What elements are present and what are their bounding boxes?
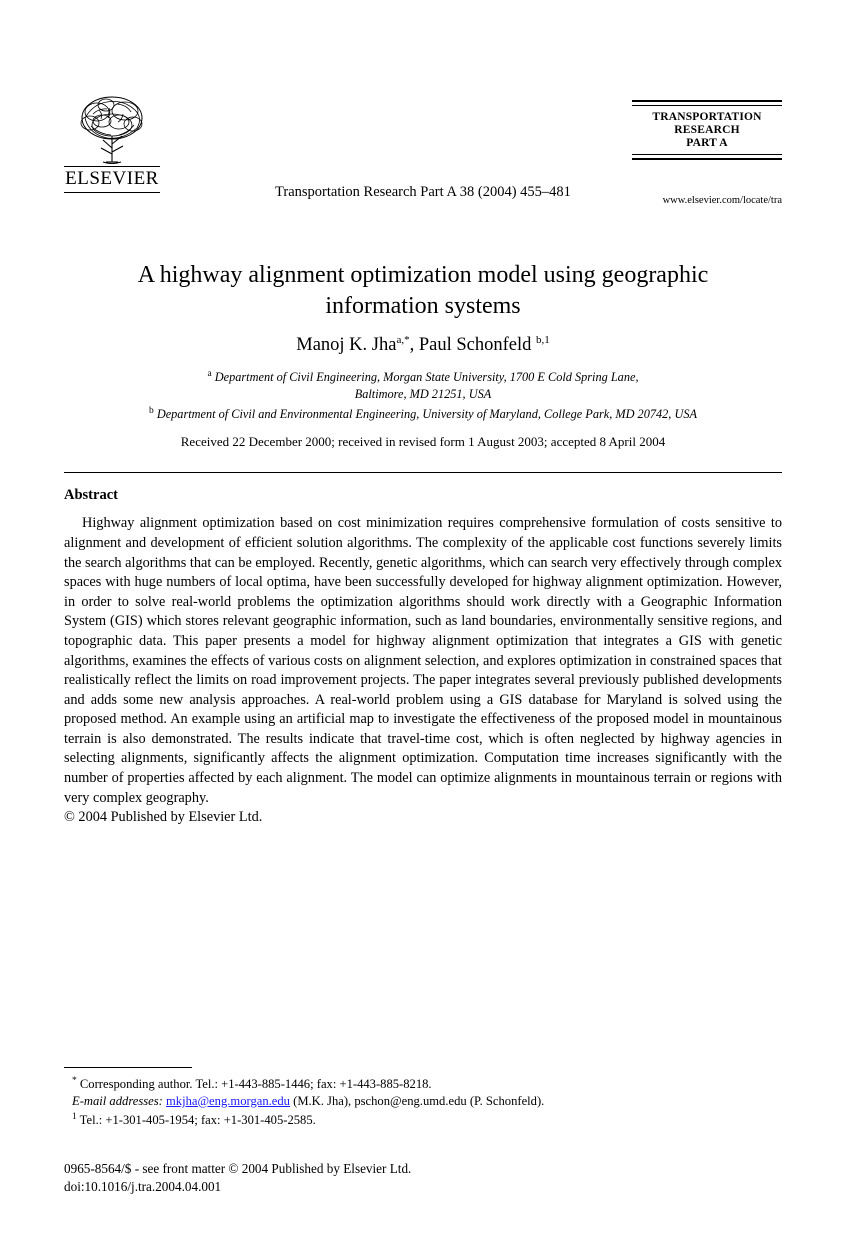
page-header	[64, 92, 782, 232]
page-title: A highway alignment optimization model using geographic information systems	[137, 262, 709, 319]
footnote-corresponding-author	[64, 1073, 782, 1093]
footnote-asterisk-marker: *	[72, 1076, 77, 1086]
footnote-emails	[64, 1093, 782, 1110]
email-link-mkjha[interactable]: mkjha@eng.morgan.edu	[165, 1093, 290, 1108]
journal-badge	[632, 100, 782, 160]
affiliation-a-marker: a	[207, 369, 212, 380]
footnote-note-1	[64, 1109, 782, 1129]
email-addresses-rest: (M.K. Jha), pschon@eng.umd.edu (P. Schonfeld).	[293, 1093, 545, 1108]
footnote-rule	[64, 1067, 192, 1068]
footnote-1-text: Tel.: +1-301-405-1954; fax: +1-301-405-2585.	[79, 1113, 316, 1128]
badge-line-3: PART A	[686, 137, 728, 149]
affiliation-b-line-1: Department of Civil and Environmental Engineering, University of Maryland, College Park, MD 20742, USA	[156, 407, 697, 422]
author-2-affiliation-marker: b,1	[536, 334, 550, 346]
issn-copyright-line: 0965-8564/$ - see front matter © 2004 Published by Elsevier Ltd.	[64, 1161, 412, 1176]
elsevier-wordmark: ELSEVIER	[64, 166, 160, 193]
author-1-affiliation-marker: a,*	[396, 334, 410, 346]
author-list: Manoj K. Jha$^{a,*}$, Paul Schonfeld $^{b,1}$	[296, 334, 550, 356]
abstract-copyright: © 2004 Published by Elsevier Ltd.	[64, 809, 263, 826]
author-1-name: Manoj K. Jha	[296, 335, 397, 356]
author-2-name: Paul Schonfeld	[418, 335, 532, 356]
badge-line-1: TRANSPORTATION	[652, 111, 762, 123]
section-divider	[64, 472, 782, 473]
email-addresses-label: E-mail addresses:	[72, 1093, 163, 1108]
abstract-heading: Abstract	[64, 487, 118, 504]
journal-citation: Transportation Research Part A 38 (2004) 455–481	[275, 184, 571, 200]
imprint-block	[64, 1160, 411, 1196]
elsevier-tree-icon	[73, 92, 151, 164]
badge-rule-top	[632, 100, 782, 106]
elsevier-logo	[64, 92, 160, 193]
title-block	[64, 260, 782, 450]
affiliation-b-marker: b	[148, 406, 154, 417]
badge-rule-bottom	[632, 154, 782, 160]
journal-url[interactable]: www.elsevier.com/locate/tra	[662, 195, 782, 206]
affiliation-a	[64, 366, 782, 403]
abstract-text: Highway alignment optimization based on cost minimization requires comprehensive formulation of costs sensitive to alignment and development of efficient solution algorithms. The complexity of the applicable cost functions severely limits the search algorithms that can be employed. Recently, genetic algorithms, which can search very effectively through complex spaces with huge numbers of local optima, have been successfully developed for highway alignment optimization. However, in order to solve real-world problems the optimization algorithms should work directly with a Geographic Information System (GIS) which stores relevant geographic information, such as land boundaries, environmentally sensitive regions, and topographic data. This paper presents a model for highway alignment optimization that integrates a GIS with genetic algorithms, examines the effects of various costs on alignment selection, and explores optimization in constrained spaces that realistically reflect the limits on road improvement projects. The paper integrates several previously published developments and adds some new analysis approaches. A real-world problem using a GIS database for Maryland is solved using the proposed method. An example using an artificial map to investigate the effectiveness of the proposed model in mountainous terrain is also demonstrated. The results indicate that travel-time cost, which is often neglected by highway agencies in selecting alignments, significantly affects the alignment optimization. Computation time increases significantly with the number of properties affected by each alignment. The model can optimize alignments in mountainous terrain or regions with very complex geography.	[64, 515, 782, 806]
article-first-page	[0, 92, 846, 1247]
affiliation-b	[64, 403, 782, 423]
footnote-area	[64, 1067, 782, 1129]
doi-line[interactable]: doi:10.1016/j.tra.2004.04.001	[64, 1179, 222, 1194]
footnote-corresponding-text: Corresponding author. Tel.: +1-443-885-1446; fax: +1-443-885-8218.	[79, 1077, 432, 1092]
affiliation-a-line-2: Baltimore, MD 21251, USA	[354, 387, 492, 402]
footnote-1-marker: 1	[72, 1112, 77, 1123]
article-history: Received 22 December 2000; received in revised form 1 August 2003; accepted 8 April 2004	[180, 434, 666, 450]
affiliation-a-line-1: Department of Civil Engineering, Morgan State University, 1700 E Cold Spring Lane,	[214, 370, 639, 385]
badge-line-2: RESEARCH	[674, 124, 740, 136]
